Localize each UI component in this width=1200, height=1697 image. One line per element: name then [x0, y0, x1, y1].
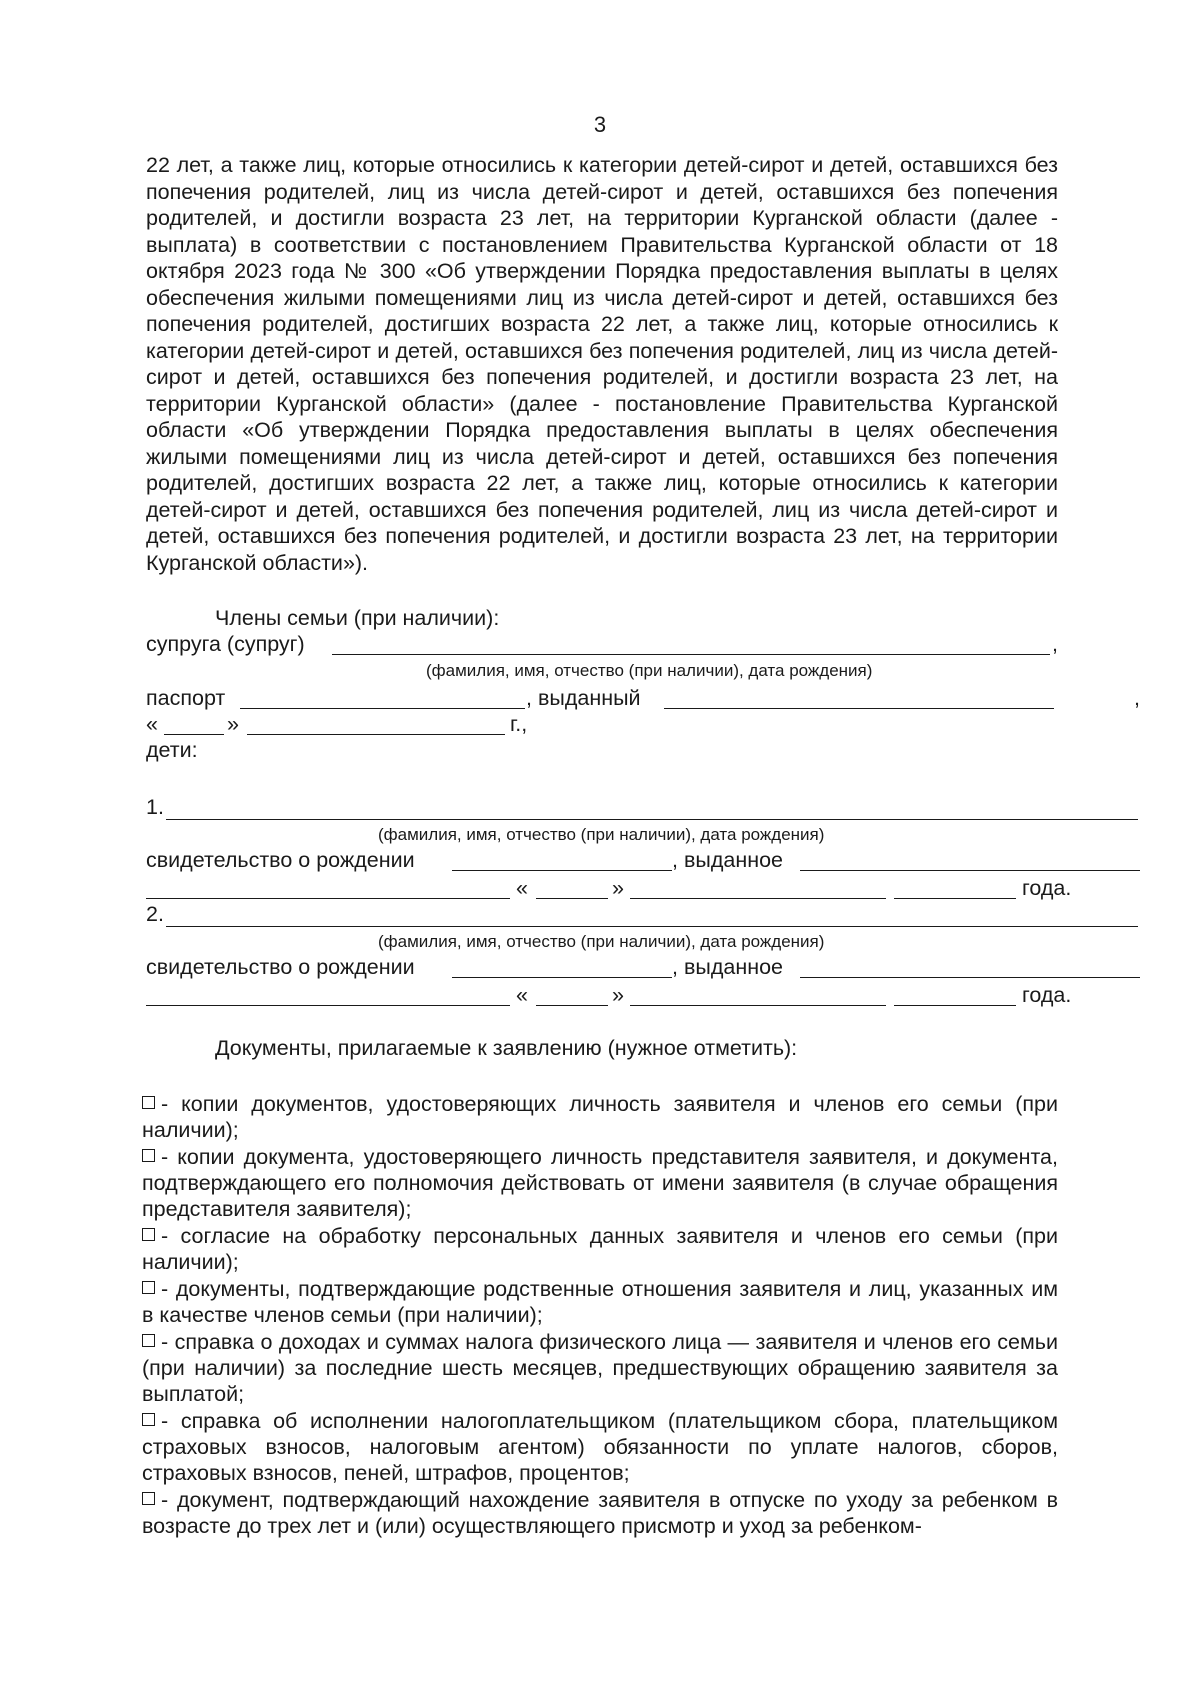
intro-paragraph-block	[146, 152, 1058, 576]
document-item	[142, 1487, 1058, 1539]
child-1-year-label: года.	[1022, 876, 1072, 900]
passport-issued-by-field[interactable]	[664, 708, 1054, 709]
children-label: дети:	[146, 738, 198, 762]
child-2-hint: (фамилия, имя, отчество (при наличии), дата рождения)	[378, 932, 825, 951]
child-1-quote-close: »	[612, 876, 624, 900]
checkbox[interactable]	[142, 1492, 155, 1505]
document-item-text: - справка о доходах и суммах налога физического лица — заявителя и членов его семьи (при наличии) за последние шесть месяцев, предшествующих обращению заявителя за выплатой;	[142, 1330, 1058, 1406]
child-1-certificate-field[interactable]	[452, 870, 672, 871]
child-1-year-field[interactable]	[894, 898, 1016, 899]
family-heading: Члены семьи (при наличии):	[215, 606, 500, 630]
passport-month-field[interactable]	[247, 734, 505, 735]
document-item	[142, 1223, 1058, 1275]
child-2-year-label: года.	[1022, 983, 1072, 1007]
page-number: 3	[593, 112, 607, 137]
child-1-quote-open: «	[516, 876, 528, 900]
child-2-quote-open: «	[516, 983, 528, 1007]
spouse-label: супруга (супруг)	[146, 632, 305, 656]
passport-comma: ,	[1134, 686, 1140, 710]
child-2-day-field[interactable]	[536, 1005, 608, 1006]
checkbox[interactable]	[142, 1096, 155, 1109]
child-2-issued-by-field[interactable]	[800, 977, 1140, 978]
passport-date-quote-open: «	[146, 712, 158, 736]
child-2-certificate-field[interactable]	[452, 977, 672, 978]
child-1-number: 1.	[146, 795, 164, 819]
child-1-certificate-label: свидетельство о рождении	[146, 848, 415, 872]
child-1-name-field[interactable]	[166, 819, 1138, 820]
passport-year-suffix: г.,	[510, 712, 528, 736]
document-item-text: - согласие на обработку персональных данных заявителя и членов его семьи (при наличии);	[142, 1224, 1058, 1274]
checkbox[interactable]	[142, 1413, 155, 1426]
child-2-number: 2.	[146, 902, 164, 926]
child-2-month-field[interactable]	[630, 1005, 886, 1006]
document-item-text: - документ, подтверждающий нахождение заявителя в отпуске по уходу за ребенком в возрасте до трех лет и (или) осуществляющего присмотр и уход за ребенком-	[142, 1488, 1058, 1538]
checkbox[interactable]	[142, 1228, 155, 1241]
child-2-issued-by-field-2[interactable]	[146, 1005, 510, 1006]
child-2-quote-close: »	[612, 983, 624, 1007]
child-1-hint: (фамилия, имя, отчество (при наличии), дата рождения)	[378, 825, 825, 844]
child-1-issued-label: , выданное	[672, 848, 783, 872]
document-item	[142, 1091, 1058, 1143]
checkbox[interactable]	[142, 1281, 155, 1294]
document-item-text: - справка об исполнении налогоплательщиком (плательщиком сбора, плательщиком страховых взносов, налоговым агентом) обязанности по уплате налогов, сборов, страховых взносов, пеней, штрафов, процентов;	[142, 1409, 1058, 1485]
intro-paragraph: 22 лет, а также лиц, которые относились к категории детей-сирот и детей, оставшихся без попечения родителей, лиц из числа детей-сирот и детей, оставшихся без попечения родителей, и достигли возраста 23 лет, на территории Курганской области (далее - выплата) в соответствии с постановлением Правительства Курганской области от 18 октября 2023 года № 300 «Об утверждении Порядка предоставления выплаты в целях обеспечения жилыми помещениями лиц из числа детей-сирот и детей, оставшихся без попечения родителей, достигших возраста 22 лет, а также лиц, которые относились к категории детей-сирот и детей, оставшихся без попечения родителей, лиц из числа детей-сирот и детей, оставшихся без попечения родителей, и достигли возраста 23 лет, на территории Курганской области» (далее - постановление Правительства Курганской области «Об утверждении Порядка предоставления выплаты в целях обеспечения жилыми помещениями лиц из числа детей-сирот и детей, оставшихся без попечения родителей, достигших возраста 22 лет, а также лиц, которые относились к категории детей-сирот и детей, оставшихся без попечения родителей, лиц из числа детей-сирот и детей, оставшихся без попечения родителей, и достигли возраста 23 лет, на территории Курганской области»).	[146, 153, 1058, 575]
passport-day-field[interactable]	[164, 734, 224, 735]
checkbox[interactable]	[142, 1149, 155, 1162]
child-2-name-field[interactable]	[166, 926, 1138, 927]
documents-list	[142, 1091, 1058, 1540]
child-2-certificate-label: свидетельство о рождении	[146, 955, 415, 979]
passport-label: паспорт	[146, 686, 226, 710]
child-1-issued-by-field-2[interactable]	[146, 898, 510, 899]
child-2-year-field[interactable]	[894, 1005, 1016, 1006]
child-1-month-field[interactable]	[630, 898, 886, 899]
passport-date-quote-close: »	[227, 712, 239, 736]
document-item-text: - копии документов, удостоверяющих личность заявителя и членов его семьи (при наличии);	[142, 1092, 1058, 1142]
child-1-day-field[interactable]	[536, 898, 608, 899]
checkbox[interactable]	[142, 1334, 155, 1347]
document-item	[142, 1329, 1058, 1407]
spouse-hint: (фамилия, имя, отчество (при наличии), дата рождения)	[426, 661, 873, 680]
passport-issued-label: , выданный	[526, 686, 641, 710]
passport-number-field[interactable]	[240, 708, 525, 709]
child-1-issued-by-field[interactable]	[800, 870, 1140, 871]
document-item-text: - документы, подтверждающие родственные отношения заявителя и лиц, указанных им в качестве членов семьи (при наличии);	[142, 1277, 1058, 1327]
documents-title: Документы, прилагаемые к заявлению (нужное отметить):	[215, 1036, 798, 1060]
document-item	[142, 1408, 1058, 1486]
spouse-comma: ,	[1052, 632, 1058, 656]
document-item	[142, 1144, 1058, 1222]
spouse-field[interactable]	[332, 654, 1050, 655]
document-item	[142, 1276, 1058, 1328]
document-item-text: - копии документа, удостоверяющего личность представителя заявителя, и документа, подтверждающего его полномочия действовать от имени заявителя (в случае обращения представителя заявителя);	[142, 1145, 1058, 1221]
child-2-issued-label: , выданное	[672, 955, 783, 979]
